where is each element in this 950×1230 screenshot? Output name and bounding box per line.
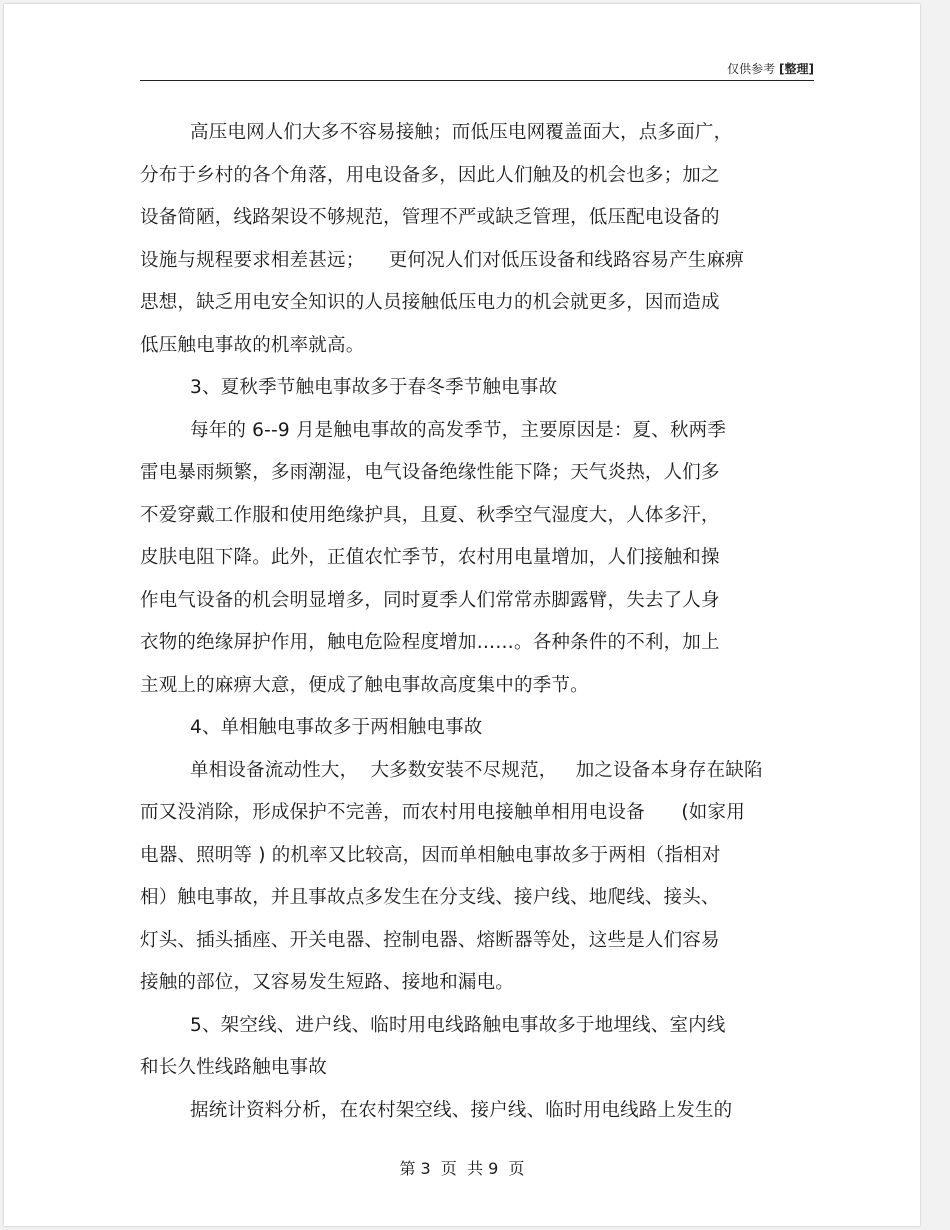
text-line: 设施与规程要求相差甚远； 更何况人们对低压设备和线路容易产生麻痹 [140, 249, 745, 271]
text-line: 高压电网人们大多不容易接触；而低压电网覆盖面大，点多面广， [190, 122, 733, 143]
section-heading: 4、单相触电事故多于两相触电事故 [190, 717, 483, 738]
text-line: 雷电暴雨频繁，多雨潮湿，电气设备绝缘性能下降；天气炎热，人们多 [140, 462, 720, 483]
header-note-text: 仅供参考 [727, 62, 776, 76]
text-line: 据统计资料分析，在农村架空线、接户线、临时用电线路上发生的 [190, 1099, 733, 1121]
section-heading-continued: 和长久性线路触电事故 [140, 1057, 328, 1078]
text-line: 作电气设备的机会明显增多，同时夏季人们常常赤脚露臂，失去了人身 [140, 589, 720, 611]
document-page [4, 4, 920, 1226]
text-line: 不爱穿戴工作服和使用绝缘护具，且夏、秋季空气湿度大，人体多汗， [140, 504, 720, 526]
text-line: 主观上的麻痹大意，便成了触电事故高度集中的季节。 [140, 674, 589, 696]
text-line: 相）触电事故，并且事故点多发生在分支线、接户线、地爬线、接头、 [140, 887, 720, 908]
header-note [727, 60, 814, 77]
page-number: 第 3 页 共 9 页 [399, 1159, 525, 1178]
header-tag: [整理] [779, 62, 814, 76]
page-header [140, 56, 814, 81]
text-line: 单相设备流动性大， 大多数安装不尽规范， 加之设备本身存在缺陷 [190, 759, 763, 781]
text-line: 设备简陋，线路架设不够规范，管理不严或缺乏管理，低压配电设备的 [140, 207, 720, 228]
text-line: 皮肤电阻下降。此外，正值农忙季节，农村用电量增加，人们接触和操 [140, 547, 720, 568]
text-line: 衣物的绝缘屏护作用，触电危险程度增加……。各种条件的不利，加上 [140, 632, 720, 653]
section-heading: 3、夏秋季节触电事故多于春冬季节触电事故 [190, 377, 558, 398]
text-line: 每年的 6--9 月是触电事故的高发季节，主要原因是：夏、秋两季 [190, 419, 727, 441]
section-heading: 5、架空线、进户线、临时用电线路触电事故多于地埋线、室内线 [190, 1014, 726, 1036]
text-line: 低压触电事故的机率就高。 [140, 334, 365, 356]
text-line: 思想，缺乏用电安全知识的人员接触低压电力的机会就更多，因而造成 [140, 292, 720, 313]
text-line: 接触的部位，又容易发生短路、接地和漏电。 [140, 972, 515, 993]
text-line: 灯头、插头插座、开关电器、控制电器、熔断器等处，这些是人们容易 [140, 929, 720, 951]
text-line: 电器、照明等 ) 的机率又比较高，因而单相触电事故多于两相（指相对 [140, 844, 721, 866]
text-line: 而又没消除，形成保护不完善，而农村用电接触单相用电设备 (如家用 [140, 802, 745, 823]
body-text [140, 112, 820, 1132]
text-line: 分布于乡村的各个角落，用电设备多，因此人们触及的机会也多；加之 [140, 164, 720, 186]
